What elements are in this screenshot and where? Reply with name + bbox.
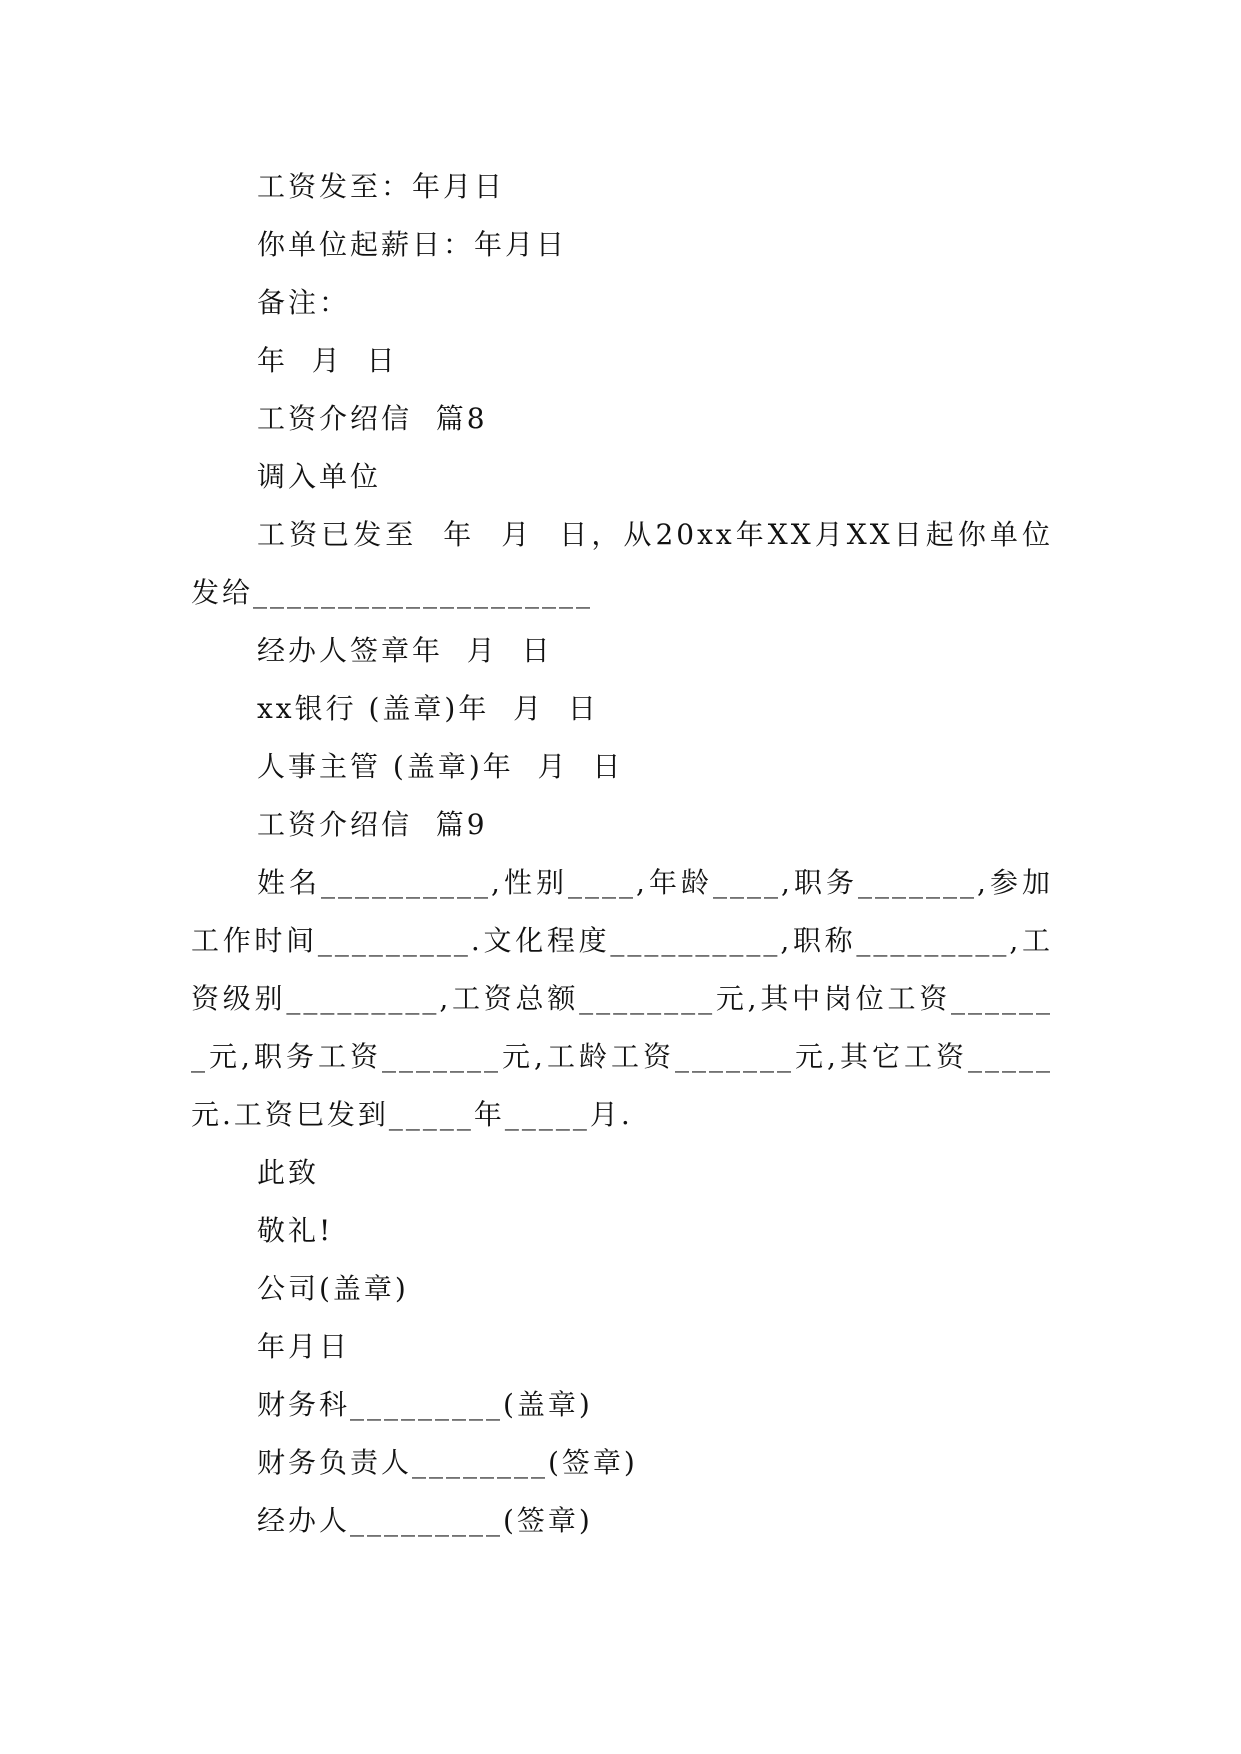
salary-details-paragraph: 姓名__________,性别____,年龄____,职务_______,参加工作时间_________.文化程度__________,职称_________,工资级别_________,工资总额________元,其中岗位工资_______元,职务工资_______元,工龄工资_______元,其它工资_____元.工资巳发到_____年_____月.: [191, 866, 1053, 1131]
handler-signature-line-2: 经办人_________(签章): [257, 1504, 593, 1537]
bank-seal-line: xx银行 (盖章)年 月 日: [257, 692, 599, 725]
closing-line: 此致: [257, 1156, 320, 1189]
finance-dept-seal-line: 财务科_________(盖章): [257, 1388, 593, 1421]
finance-head-signature-line: 财务负责人________(签章): [257, 1446, 638, 1479]
salary-paid-until-line: 工资发至：年月日: [257, 170, 506, 203]
document-body: [191, 158, 1053, 1550]
signature-date-line: 年月日: [257, 1330, 351, 1363]
section-heading-8: 工资介绍信 篇8: [257, 402, 488, 435]
transfer-unit-line: 调入单位: [257, 460, 382, 493]
company-seal-line: 公司(盖章): [257, 1272, 409, 1305]
salutation-line: 敬礼!: [257, 1214, 334, 1247]
handler-signature-line: 经办人签章年 月 日: [257, 634, 553, 667]
date-line: 年 月 日: [257, 344, 398, 377]
salary-paragraph-8: 工资已发至 年 月 日，从20xx年XX月XX日起你单位发给____________________: [191, 518, 1053, 609]
start-salary-date-line: 你单位起薪日：年月日: [257, 228, 568, 261]
remarks-line: 备注：: [257, 286, 351, 319]
hr-supervisor-seal-line: 人事主管 (盖章)年 月 日: [257, 750, 624, 783]
section-heading-9: 工资介绍信 篇9: [257, 808, 488, 841]
